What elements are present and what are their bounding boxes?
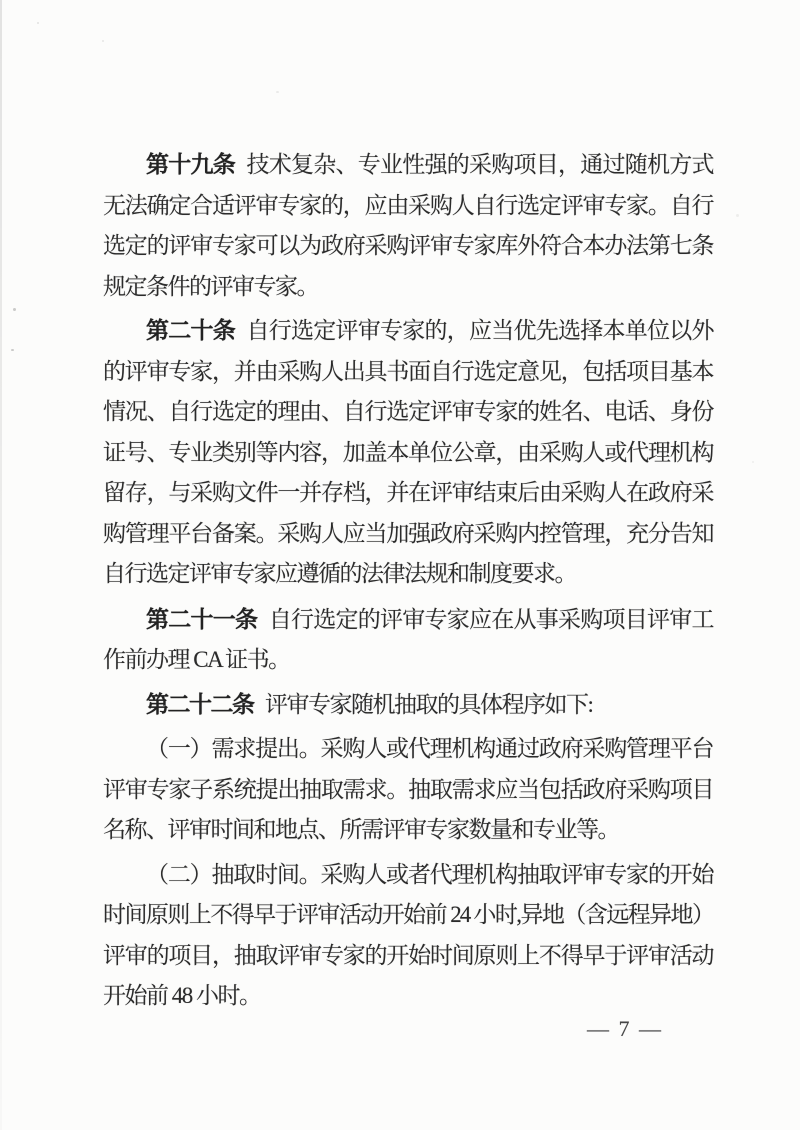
scan-speck xyxy=(752,461,754,463)
paragraph-article-19 xyxy=(103,145,713,307)
text-line: 时间原则上不得早于评审活动开始前 24 小时,异地（含远程异地） xyxy=(103,902,713,927)
text-line: 作前办理 CA 证书。 xyxy=(103,647,290,672)
paragraph-article-20 xyxy=(103,311,713,595)
article-number: 第二十二条 xyxy=(146,691,254,717)
scan-speck xyxy=(13,308,16,311)
text-line: 购管理平台备案。采购人应当加强政府采购内控管理，充分告知 xyxy=(103,520,713,546)
text-line: 开始前 48 小时。 xyxy=(103,983,261,1008)
paragraph-item-1 xyxy=(103,729,713,851)
text-run: 自行选定的评审专家应在从事采购项目评审工 xyxy=(268,606,713,632)
page-number: — 7 — xyxy=(587,1016,663,1041)
article-number: 第二十一条 xyxy=(146,606,258,632)
scan-speck xyxy=(276,91,279,93)
text-line: 留存，与采购文件一并存档，并在评审结束后由采购人在政府采 xyxy=(103,480,713,505)
text-line: 评审的项目，抽取评审专家的开始时间原则上不得早于评审活动 xyxy=(103,942,713,968)
text-line: （二）抽取时间。采购人或者代理机构抽取评审专家的开始 xyxy=(146,861,713,887)
scan-speck xyxy=(736,214,739,217)
text-line xyxy=(103,311,713,352)
paragraph-article-22 xyxy=(103,685,713,726)
text-line: 评审专家子系统提出抽取需求。抽取需求应当包括政府采购项目 xyxy=(103,776,713,802)
text-line: 自行选定评审专家应遵循的法律法规和制度要求。 xyxy=(103,561,576,586)
text-run: 技术复杂、专业性强的采购项目，通过随机方式 xyxy=(246,152,713,177)
text-run: 自行选定评审专家的，应当优先选择本单位以外 xyxy=(246,318,713,343)
text-line: 的评审专家，并由采购人出具书面自行选定意见，包括项目基本 xyxy=(103,358,713,384)
text-line: （一）需求提出。采购人或代理机构通过政府采购管理平台 xyxy=(146,736,713,761)
text-line: 规定条件的评审专家。 xyxy=(103,273,318,299)
scan-speck xyxy=(102,40,104,42)
scan-edge-shadow xyxy=(0,0,2,1130)
article-number: 第十九条 xyxy=(146,152,235,177)
text-line xyxy=(103,685,713,726)
paragraph-article-21 xyxy=(103,600,713,681)
text-line xyxy=(103,145,713,186)
text-line: 名称、评审时间和地点、所需评审专家数量和专业等。 xyxy=(103,817,619,842)
text-run: 评审专家随机抽取的具体程序如下: xyxy=(265,691,593,717)
text-line: 情况、自行选定的理由、自行选定评审专家的姓名、电话、身份 xyxy=(103,399,713,424)
text-line: 选定的评审专家可以为政府采购评审专家库外符合本办法第七条 xyxy=(103,233,713,258)
text-line: 证号、专业类别等内容，加盖本单位公章，由采购人或代理机构 xyxy=(103,439,713,465)
scan-speck xyxy=(37,22,39,24)
scan-speck xyxy=(11,349,14,351)
text-line: 无法确定合适评审专家的，应由采购人自行选定评审专家。自行 xyxy=(103,192,713,218)
text-line xyxy=(103,600,713,641)
paragraph-item-2 xyxy=(103,855,713,1017)
article-number: 第二十条 xyxy=(146,318,235,343)
document-body xyxy=(103,145,713,1021)
